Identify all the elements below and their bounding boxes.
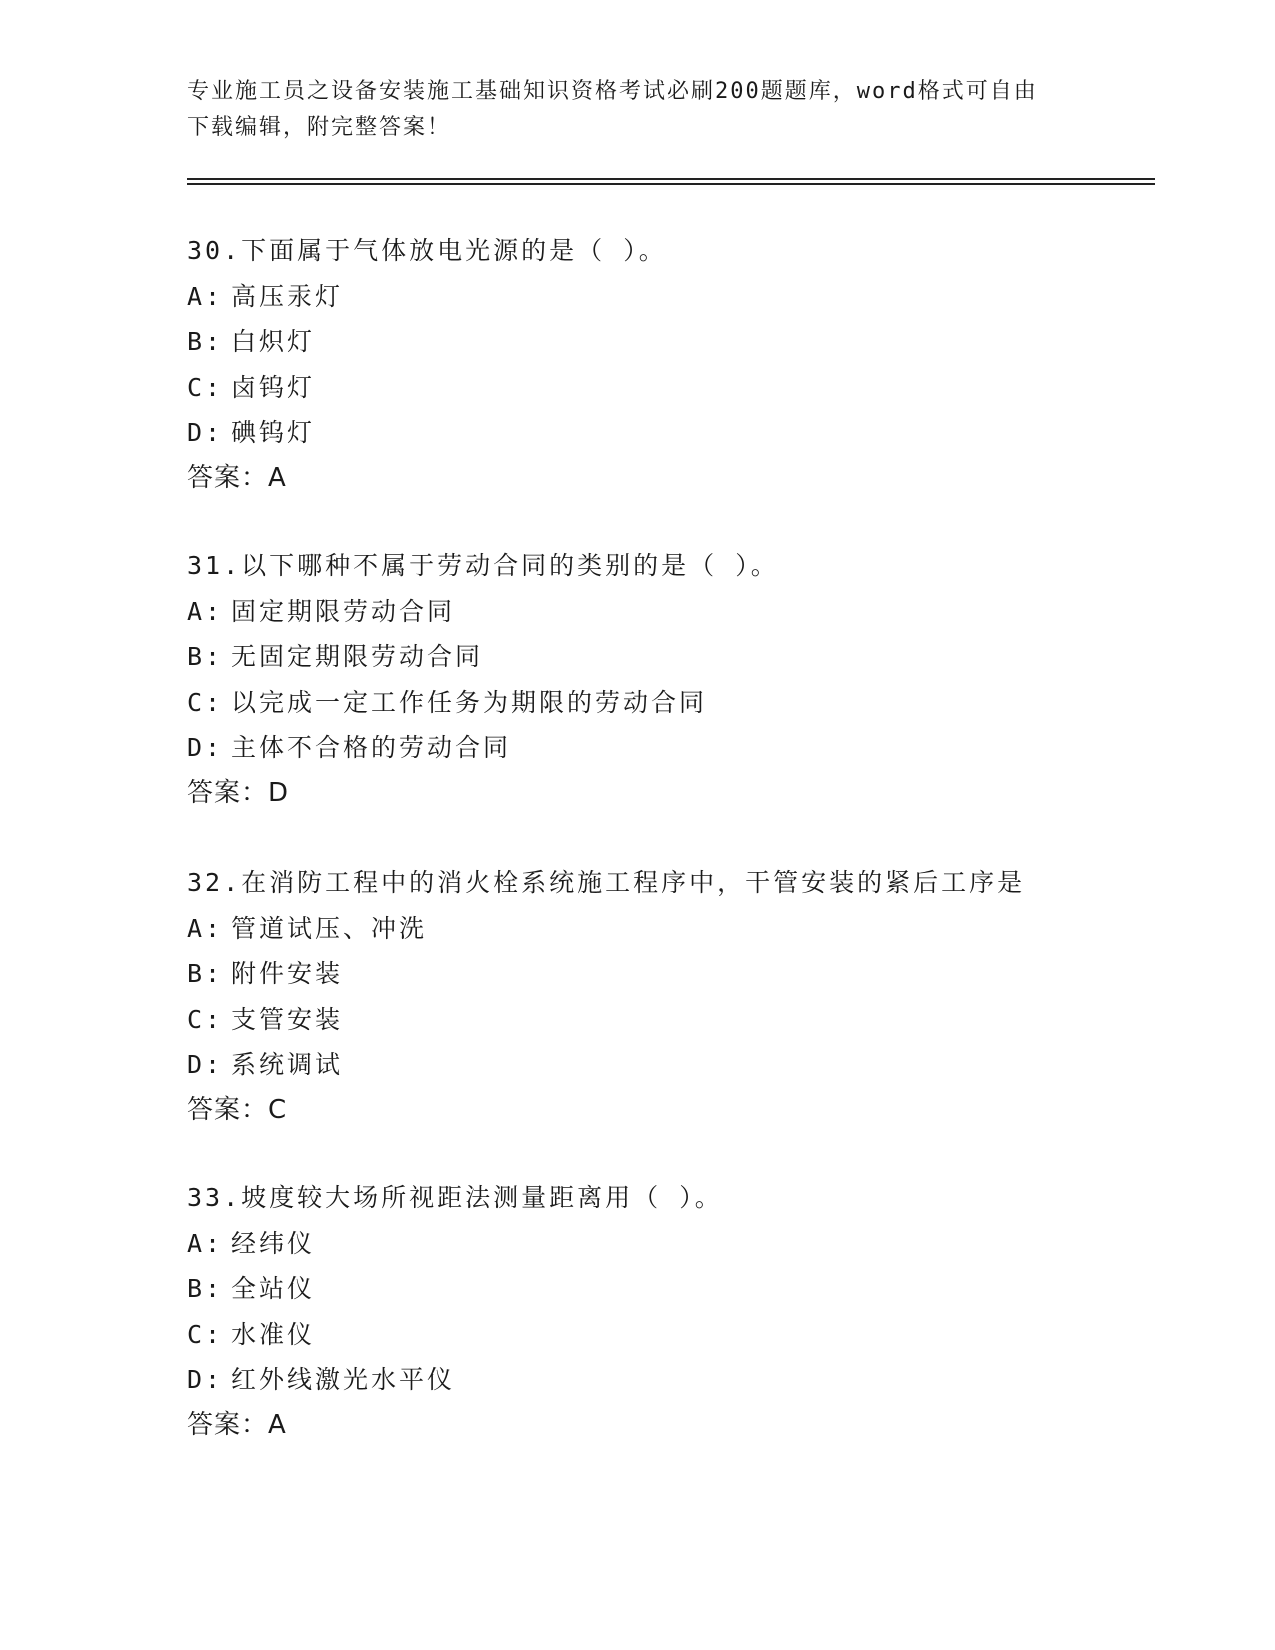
header-line-1: 专业施工员之设备安装施工基础知识资格考试必刷200题题库，word格式可自由 — [187, 79, 1038, 104]
option-letter: C: — [187, 1004, 224, 1034]
option-b — [187, 319, 1187, 365]
option-c — [187, 1312, 1187, 1358]
option-letter: D: — [187, 1050, 224, 1079]
option-text: 系统调试 — [231, 1050, 344, 1079]
option-text: 支管安装 — [231, 1004, 344, 1034]
option-b — [187, 1266, 1187, 1312]
option-text: 管道试压、冲洗 — [231, 913, 428, 943]
header-line-2: 下载编辑，附完整答案！ — [187, 115, 452, 140]
option-d — [187, 1042, 1187, 1088]
option-letter: B: — [187, 642, 224, 671]
option-letter: C: — [187, 372, 224, 402]
option-letter: D: — [187, 733, 224, 762]
question-31 — [187, 543, 1187, 816]
option-text: 无固定期限劳动合同 — [231, 642, 484, 671]
option-c — [187, 997, 1187, 1043]
option-text: 附件安装 — [231, 959, 344, 988]
option-text: 全站仪 — [231, 1274, 316, 1303]
option-c — [187, 680, 1187, 726]
option-text: 以完成一定工作任务为期限的劳动合同 — [231, 687, 708, 717]
option-d — [187, 1357, 1187, 1403]
answer-line: 答案：D — [187, 777, 290, 808]
option-text: 卤钨灯 — [231, 372, 316, 402]
option-b — [187, 951, 1187, 997]
option-b — [187, 634, 1187, 680]
question-32 — [187, 860, 1187, 1133]
answer-line: 答案：A — [187, 1409, 287, 1440]
option-letter: B: — [187, 327, 224, 356]
option-text: 高压汞灯 — [231, 281, 344, 311]
question-30 — [187, 228, 1187, 501]
option-text: 经纬仪 — [231, 1228, 316, 1258]
option-d — [187, 725, 1187, 771]
option-letter: B: — [187, 959, 224, 988]
answer-line: 答案：A — [187, 462, 287, 493]
question-title: 33.坡度较大场所视距法测量距离用（ ）。 — [187, 1183, 723, 1212]
option-letter: A: — [187, 913, 224, 943]
option-letter: A: — [187, 596, 224, 626]
option-text: 红外线激光水平仪 — [231, 1365, 456, 1394]
header-divider-top — [187, 178, 1155, 180]
option-a — [187, 906, 1187, 952]
option-a — [187, 1221, 1187, 1267]
option-d — [187, 410, 1187, 456]
option-text: 白炽灯 — [231, 327, 316, 356]
option-letter: D: — [187, 418, 224, 447]
question-33 — [187, 1175, 1187, 1448]
option-text: 水准仪 — [231, 1319, 316, 1349]
question-title: 32.在消防工程中的消火栓系统施工程序中，干管安装的紧后工序是 — [187, 868, 1026, 897]
question-title: 30.下面属于气体放电光源的是（ ）。 — [187, 236, 667, 265]
option-letter: C: — [187, 687, 224, 717]
option-letter: A: — [187, 1228, 224, 1258]
option-letter: D: — [187, 1365, 224, 1394]
header-divider-bottom — [187, 183, 1155, 185]
option-letter: C: — [187, 1319, 224, 1349]
document-header — [187, 74, 1087, 146]
option-text: 固定期限劳动合同 — [231, 596, 456, 626]
option-a — [187, 589, 1187, 635]
option-c — [187, 365, 1187, 411]
option-letter: B: — [187, 1274, 224, 1303]
question-title: 31.以下哪种不属于劳动合同的类别的是（ ）。 — [187, 551, 779, 580]
option-a — [187, 274, 1187, 320]
option-text: 碘钨灯 — [231, 418, 316, 447]
option-text: 主体不合格的劳动合同 — [231, 733, 512, 762]
answer-line: 答案：C — [187, 1094, 288, 1125]
option-letter: A: — [187, 281, 224, 311]
